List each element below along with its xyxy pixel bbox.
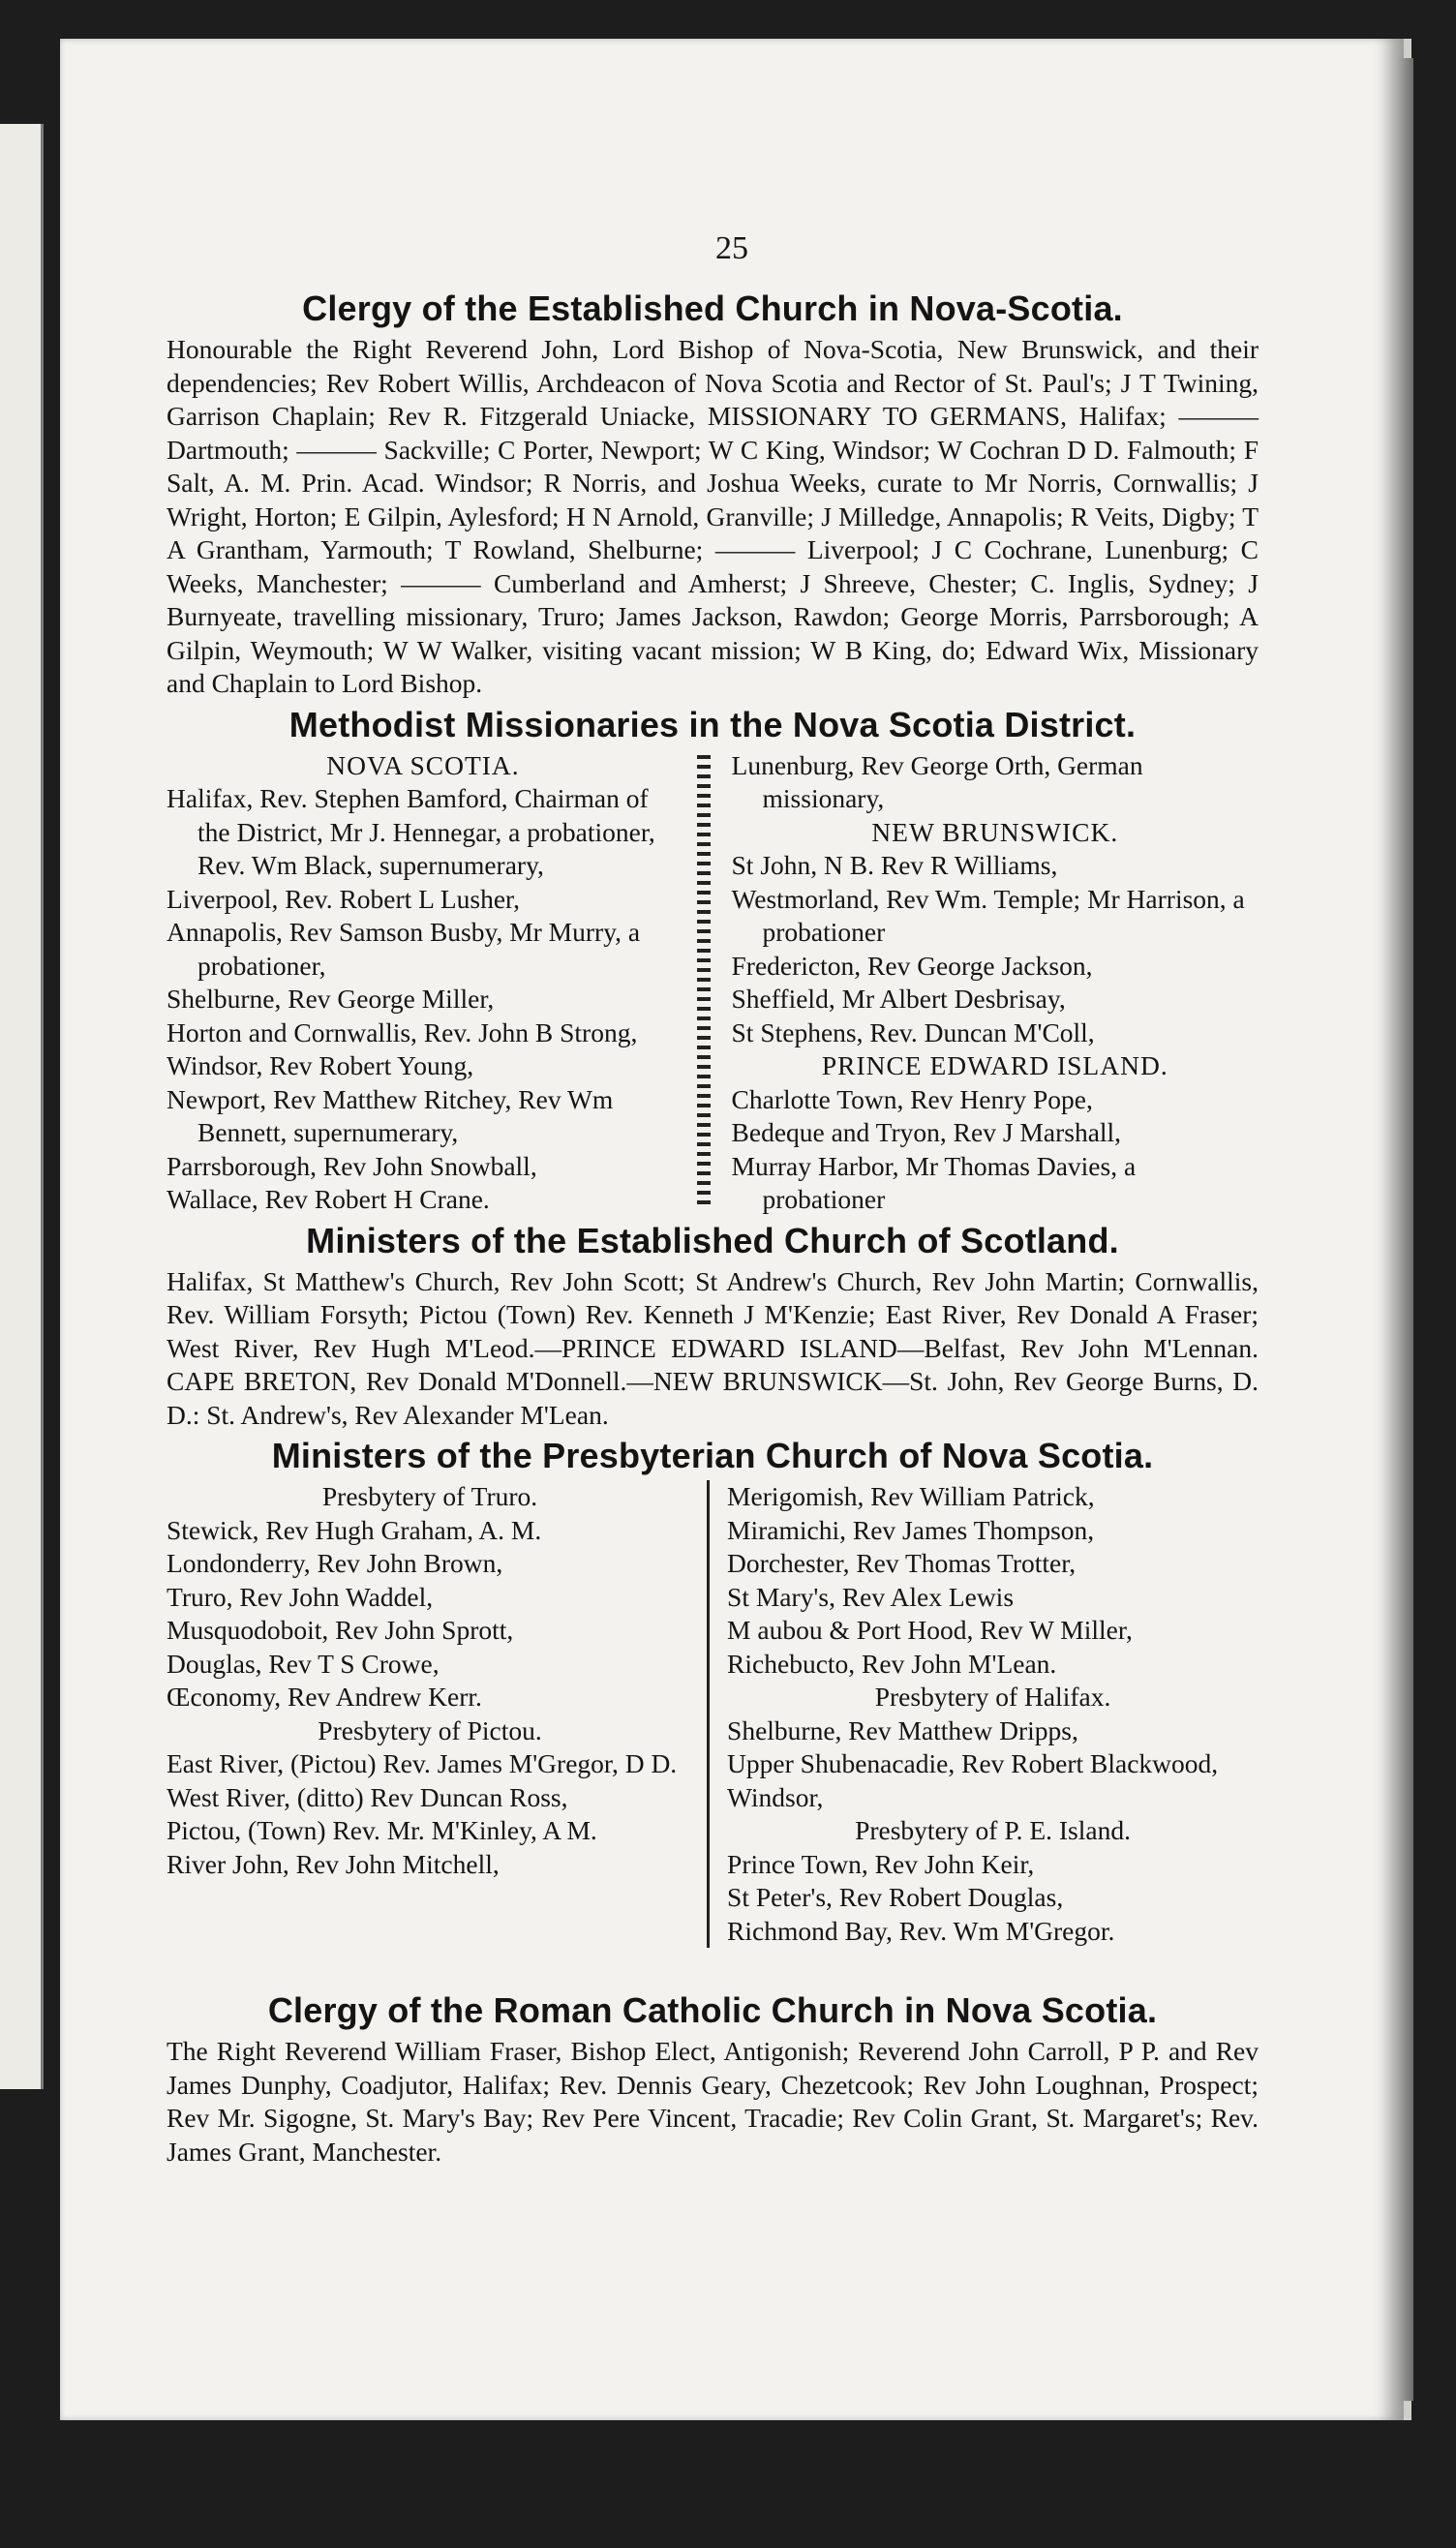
list-item: Prince Town, Rev John Keir, — [727, 1848, 1035, 1879]
list-item: West River, (ditto) Rev Duncan Ross, — [167, 1781, 568, 1812]
list-item: Parrsborough, Rev John Snowball, — [167, 1150, 537, 1181]
paragraph-roman-catholic: The Right Reverend William Fraser, Bishop Elect, Antigonish; Reverend John Carroll, P P. and Rev James Dunphy, Coadjutor, Halifax; Rev. Dennis Geary, Chezetcook; Rev John Loughnan, Prospect; Rev Mr. Sigogne, St. Mary's Bay; Rev Pere Vincent, Tracadie; Rev Colin Grant, St. Margaret's; Rev. James Grant, Manchester. — [167, 2036, 1259, 2167]
presbyterian-right-column — [707, 1480, 1259, 1948]
list-item: River John, Rev John Mitchell, — [167, 1848, 500, 1879]
methodist-columns — [167, 749, 1259, 1217]
list-subheading: Presbytery of Truro. — [321, 1481, 538, 1511]
list-item: Shelburne, Rev George Miller, — [167, 984, 495, 1014]
list-item: Annapolis, Rev Samson Busby, Mr Murry, a probationer, — [167, 917, 641, 981]
list-item: Londonderry, Rev John Brown, — [167, 1548, 503, 1578]
heading-established-church: Clergy of the Established Church in Nova-Scotia. — [302, 288, 1123, 328]
list-item: M aubou & Port Hood, Rev W Miller, — [727, 1615, 1133, 1645]
list-subheading: PRINCE EDWARD ISLAND. — [821, 1050, 1168, 1080]
list-item: Œconomy, Rev Andrew Kerr. — [167, 1682, 482, 1712]
list-item: Truro, Rev John Waddel, — [167, 1581, 434, 1612]
list-item: Merigomish, Rev William Patrick, — [727, 1481, 1095, 1511]
presbyterian-columns — [167, 1480, 1259, 1948]
column-divider — [697, 755, 711, 1207]
list-item: Horton and Cornwallis, Rev. John B Strong, — [167, 1016, 638, 1047]
list-item: Richebucto, Rev John M'Lean. — [727, 1648, 1057, 1679]
list-item: St Stephens, Rev. Duncan M'Coll, — [731, 1016, 1095, 1047]
list-item: St John, N B. Rev R Williams, — [731, 850, 1058, 880]
list-item: Dorchester, Rev Thomas Trotter, — [727, 1548, 1077, 1578]
list-item: Halifax, Rev. Stephen Bamford, Chairman of the District, Mr J. Hennegar, a probationer, Rev. Wm Black, supernumerary, — [167, 783, 655, 880]
methodist-left-column — [167, 749, 697, 1217]
list-item: Windsor, Rev Robert Young, — [167, 1050, 474, 1080]
list-subheading: Presbytery of Pictou. — [318, 1714, 542, 1745]
page-edge-shadow — [1394, 58, 1413, 2401]
heading-presbyterian: Ministers of the Presbyterian Church of Nova Scotia. — [271, 1436, 1154, 1475]
list-subheading: Presbytery of P. E. Island. — [855, 1815, 1131, 1845]
heading-methodist: Methodist Missionaries in the Nova Scotia District. — [288, 704, 1137, 744]
paragraph-established-church: Honourable the Right Reverend John, Lord Bishop of Nova-Scotia, New Brunswick, and their dependencies; Rev Robert Willis, Archdeacon of Nova Scotia and Rector of St. Paul's; J T Twining, Garrison Chaplain; Rev R. Fitzgerald Uniacke, MISSIONARY TO GERMANS, Halifax; ——— Dartmouth; ——— Sackville; C Porter, Newport; W C King, Windsor; W Cochran D D. Falmouth; F Salt, A. M. Prin. Acad. Windsor; R Norris, and Joshua Weeks, curate to Mr Norris, Cornwallis; J Wright, Horton; E Gilpin, Aylesford; H N Arnold, Granville; J Milledge, Annapolis; R Veits, Digby; T A Grantham, Yarmouth; T Rowland, Shelburne; ——— Liverpool; J C Cochrane, Lunenburg; C Weeks, Manchester; ——— Cumberland and Amherst; J Shreeve, Chester; C. Inglis, Sydney; J Burnyeate, travelling missionary, Truro; James Jackson, Rawdon; George Morris, Parrsborough; A Gilpin, Weymouth; W W Walker, visiting vacant mission; W B King, do; Edward Wix, Missionary and Chaplain to Lord Bishop. — [167, 334, 1259, 698]
list-item: Windsor, — [727, 1781, 824, 1812]
page-content — [167, 230, 1259, 2169]
heading-roman-catholic: Clergy of the Roman Catholic Church in Nova Scotia. — [267, 1990, 1158, 2030]
list-item: Newport, Rev Matthew Ritchey, Rev Wm Bennett, supernumerary, — [167, 1083, 614, 1147]
list-subheading: Presbytery of Halifax. — [874, 1682, 1111, 1712]
methodist-right-column — [711, 749, 1259, 1217]
list-item: Lunenburg, Rev George Orth, German missionary, — [731, 749, 1143, 813]
list-subheading: NEW BRUNSWICK. — [871, 816, 1119, 847]
page-number: 25 — [715, 230, 748, 266]
book-page — [60, 39, 1411, 2420]
list-item: Miramichi, Rev James Thompson, — [727, 1514, 1095, 1545]
paragraph-church-of-scotland: Halifax, St Matthew's Church, Rev John Scott; St Andrew's Church, Rev John Martin; Cornwallis, Rev. William Forsyth; Pictou (Town) Rev. Kenneth J M'Kenzie; East River, Rev Donald A Fraser; West River, Rev Hugh M'Leod.—PRINCE EDWARD ISLAND—Belfast, Rev John M'Lennan. CAPE BRETON, Rev Donald M'Donnell.—NEW BRUNSWICK—St. John, Rev George Burns, D. D.: St. Andrew's, Rev Alexander M'Lean. — [167, 1265, 1259, 1430]
list-item: East River, (Pictou) Rev. James M'Gregor, D D. — [167, 1748, 678, 1778]
list-item: Charlotte Town, Rev Henry Pope, — [731, 1083, 1093, 1114]
list-item: Fredericton, Rev George Jackson, — [731, 950, 1093, 981]
list-item: Pictou, (Town) Rev. Mr. M'Kinley, A M. — [167, 1815, 597, 1845]
list-item: St Mary's, Rev Alex Lewis — [727, 1581, 1015, 1612]
section-gap — [167, 1948, 1259, 1987]
presbyterian-left-column — [167, 1480, 707, 1948]
list-item: Richmond Bay, Rev. Wm M'Gregor. — [727, 1915, 1115, 1946]
list-item: Shelburne, Rev Matthew Dripps, — [727, 1714, 1078, 1745]
list-item: Bedeque and Tryon, Rev J Marshall, — [731, 1117, 1122, 1147]
list-item: Douglas, Rev T S Crowe, — [167, 1648, 440, 1679]
list-item: Liverpool, Rev. Robert L Lusher, — [167, 883, 520, 914]
list-item: Musquodoboit, Rev John Sprott, — [167, 1615, 514, 1645]
list-item: Wallace, Rev Robert H Crane. — [167, 1184, 490, 1214]
list-subheading: NOVA SCOTIA. — [326, 749, 520, 780]
list-item: Upper Shubenacadie, Rev Robert Blackwood, — [727, 1748, 1219, 1778]
list-item: Murray Harbor, Mr Thomas Davies, a probationer — [731, 1150, 1137, 1214]
heading-church-of-scotland: Ministers of the Established Church of Scotland. — [306, 1220, 1119, 1260]
list-item: Sheffield, Mr Albert Desbrisay, — [731, 984, 1066, 1014]
list-item: Westmorland, Rev Wm. Temple; Mr Harrison, a probationer — [731, 883, 1245, 947]
list-item: Stewick, Rev Hugh Graham, A. M. — [167, 1514, 542, 1545]
list-item: St Peter's, Rev Robert Douglas, — [727, 1882, 1064, 1912]
adjacent-page-edge — [0, 124, 44, 2089]
